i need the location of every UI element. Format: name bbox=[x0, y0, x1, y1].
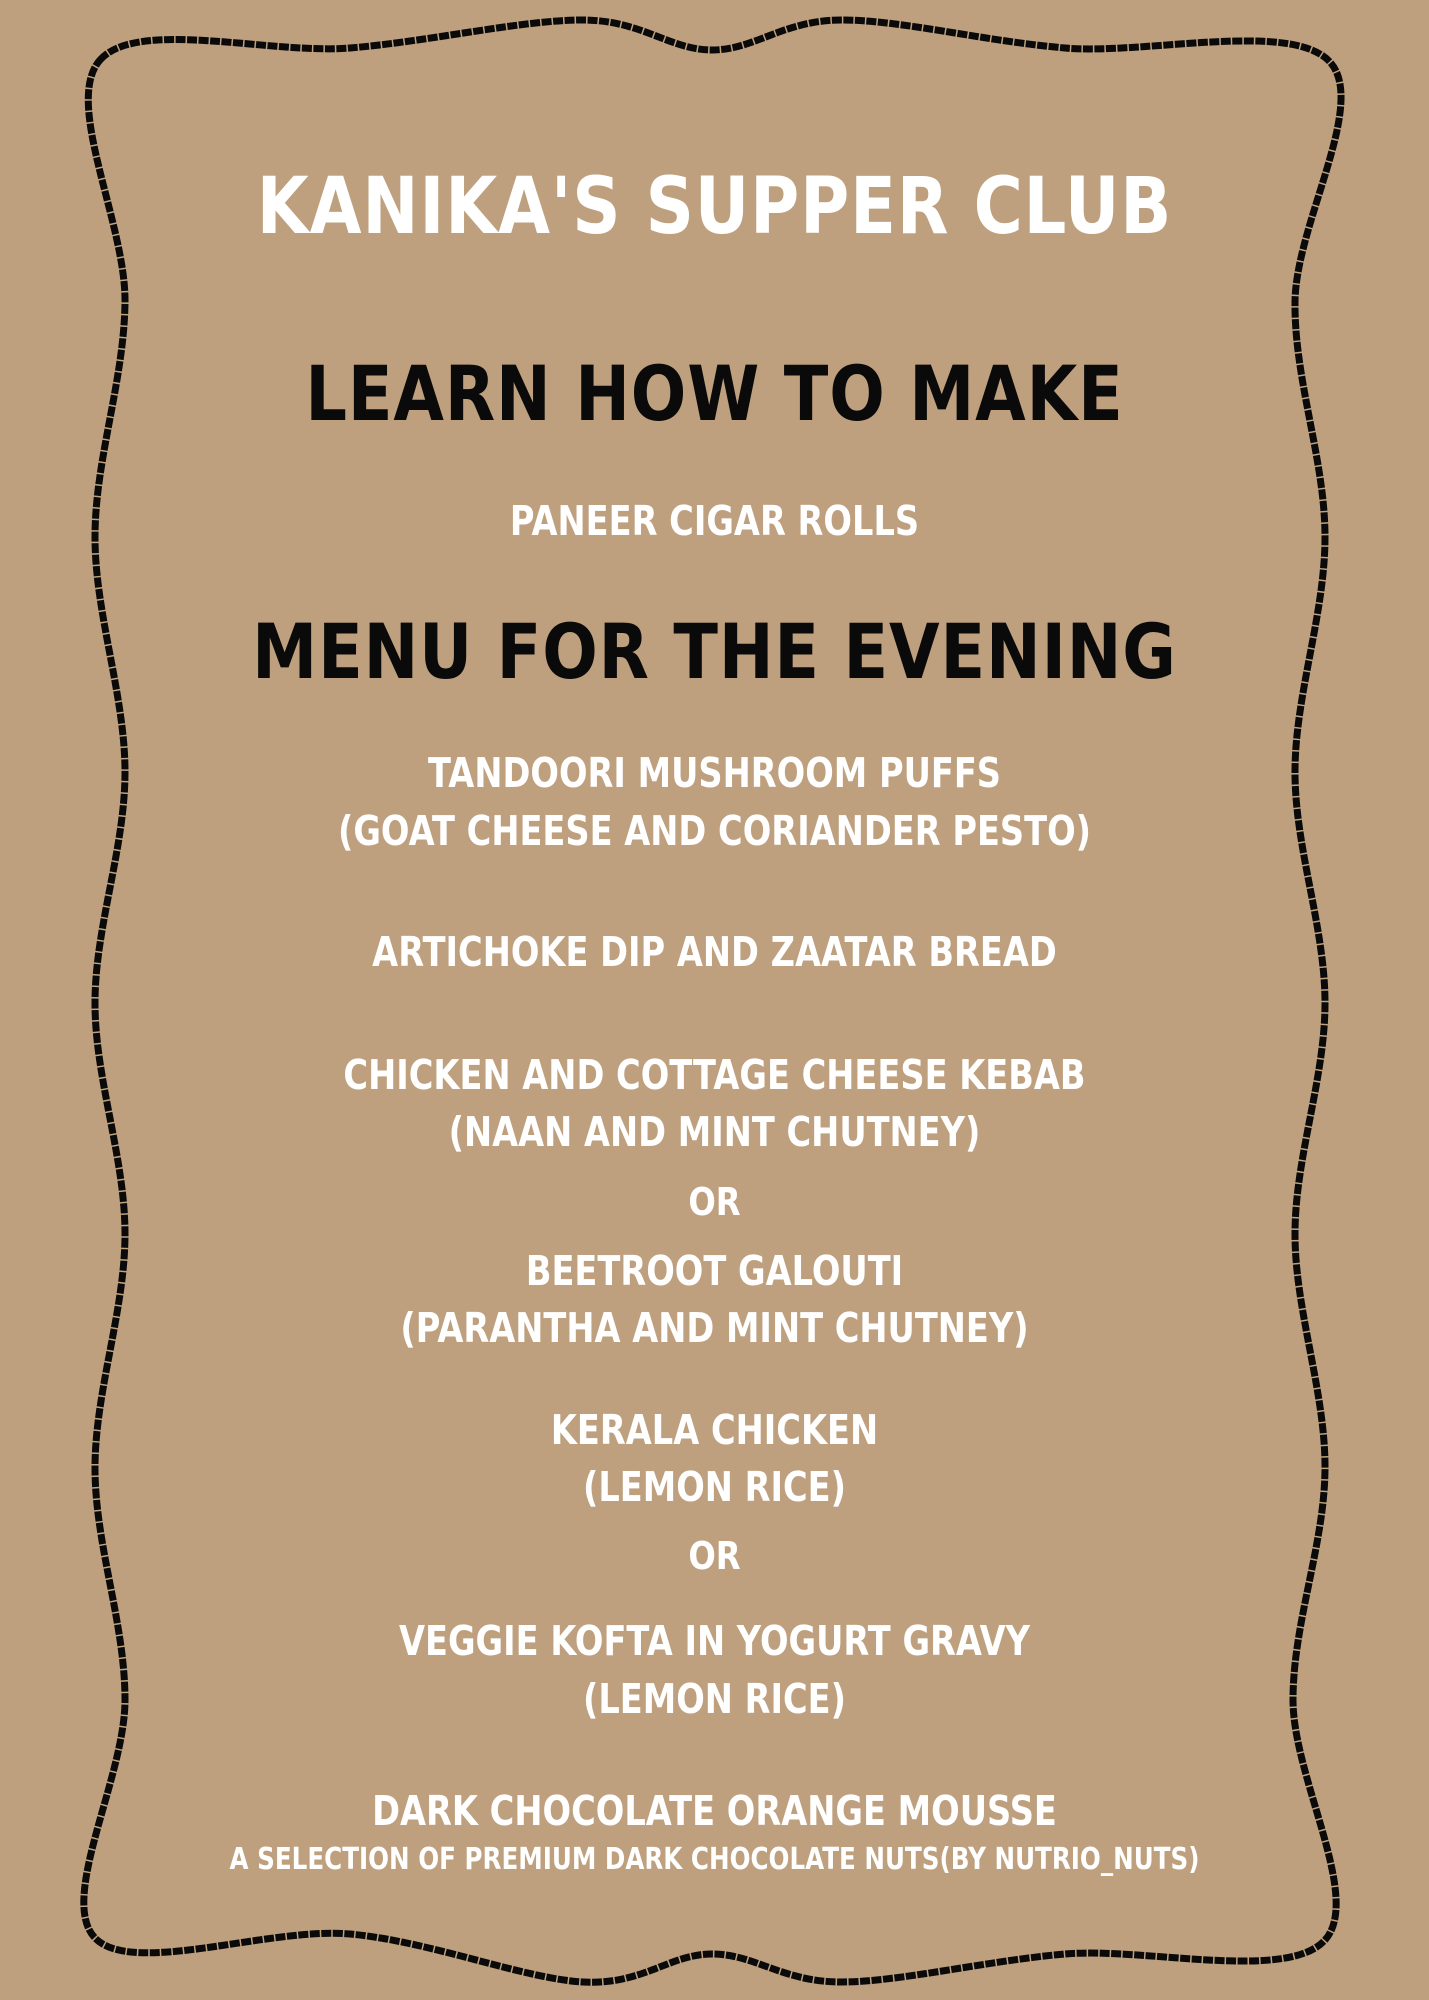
course4-option-a-name: KERALA CHICKEN bbox=[550, 1406, 879, 1454]
club-title: KANIKA'S SUPPER CLUB bbox=[256, 162, 1173, 252]
course3-option-b-detail: (PARANTHA AND MINT CHUTNEY) bbox=[400, 1304, 1029, 1352]
learn-heading: LEARN HOW TO MAKE bbox=[305, 349, 1124, 438]
dessert-name: DARK CHOCOLATE ORANGE MOUSSE bbox=[372, 1787, 1057, 1835]
course3-or-label: OR bbox=[688, 1180, 741, 1224]
course3-option-a-name: CHICKEN AND COTTAGE CHEESE KEBAB bbox=[343, 1051, 1086, 1099]
course3-option-a-detail: (NAAN AND MINT CHUTNEY) bbox=[448, 1108, 981, 1156]
menu-heading: MENU FOR THE EVENING bbox=[252, 607, 1177, 696]
course1-name: TANDOORI MUSHROOM PUFFS bbox=[427, 749, 1002, 797]
course4-option-b-name: VEGGIE KOFTA IN YOGURT GRAVY bbox=[398, 1617, 1031, 1665]
course2-name: ARTICHOKE DIP AND ZAATAR BREAD bbox=[372, 928, 1057, 976]
course4-or-label: OR bbox=[688, 1534, 741, 1578]
course4-option-a-detail: (LEMON RICE) bbox=[582, 1463, 847, 1511]
course4-option-b-detail: (LEMON RICE) bbox=[582, 1675, 847, 1723]
course3-option-b-name: BEETROOT GALOUTI bbox=[525, 1247, 904, 1295]
dessert-detail: A SELECTION OF PREMIUM DARK CHOCOLATE NUTS(BY NUTRIO_NUTS) bbox=[229, 1842, 1200, 1877]
learn-dish: PANEER CIGAR ROLLS bbox=[509, 497, 920, 545]
course1-detail: (GOAT CHEESE AND CORIANDER PESTO) bbox=[337, 807, 1092, 855]
